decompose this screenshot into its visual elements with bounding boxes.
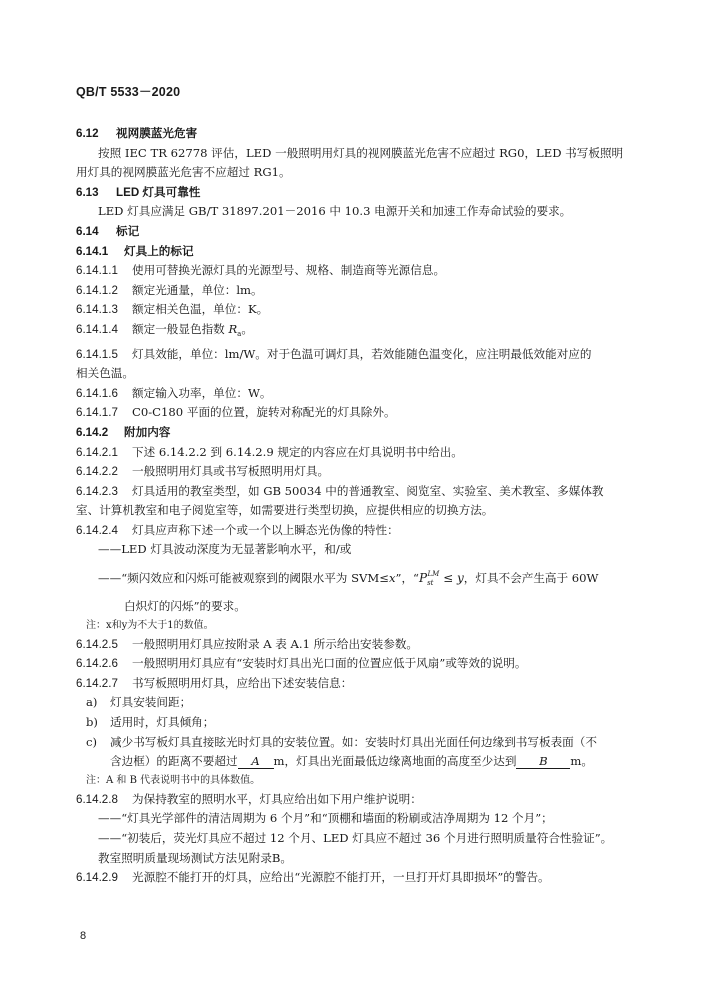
clause-6-14-1-1: 6.14.1.1 使用可替换光源灯具的光源型号、规格、制造商等光源信息。 xyxy=(76,263,446,278)
list-item-a: a) 灯具安装间距； xyxy=(86,695,192,710)
note-x-y: 注：x和y为不大于1的数值。 xyxy=(86,619,214,631)
clause-6-12-text: 按照 IEC TR 62778 评估，LED 一般照明用灯具的视网膜蓝光危害不应超过 RG0，LED 书写板照明 xyxy=(98,145,624,160)
clause-6-12-text-cont: 用灯具的视网膜蓝光危害不应超过 RG1。 xyxy=(76,165,291,180)
clause-6-14-heading: 6.14 标记 xyxy=(76,224,140,238)
clause-6-14-1-3: 6.14.1.3 额定相关色温，单位：K。 xyxy=(76,302,269,317)
clause-6-14-1-7: 6.14.1.7 C0-C180 平面的位置，旋转对称配光的灯具除外。 xyxy=(76,405,396,420)
clause-6-14-1-5-cont: 相关色温。 xyxy=(76,366,134,381)
clause-6-14-2-2: 6.14.2.2 一般照明用灯具或书写板照明用灯具。 xyxy=(76,464,330,479)
note-a-b: 注：A 和 B 代表说明书中的具体数值。 xyxy=(86,774,261,786)
clause-6-14-2-7: 6.14.2.7 书写板照明用灯具，应给出下述安装信息： xyxy=(76,675,353,690)
clause-6-14-1-5: 6.14.1.5 灯具效能，单位：lm/W。对于色温可调灯具，若效能随色温变化，应注明最低效能对应的 xyxy=(76,346,592,361)
clause-6-14-2-heading: 6.14.2 附加内容 xyxy=(76,425,171,439)
dash-item-svm-cont: 白炽灯的闪烁”的要求。 xyxy=(124,599,246,614)
clause-6-14-1-heading: 6.14.1 灯具上的标记 xyxy=(76,244,194,258)
test-method-reference: 教室照明质量现场测试方法见附录B。 xyxy=(98,850,293,865)
dash-item-verification: ——“初装后，荧光灯具应不超过 12 个月、LED 灯具应不超过 36 个月进行照明质量符合性验证”。 xyxy=(98,831,613,845)
dash-item-svm: ——“频闪效应和闪烁可能被观察到的阈限水平为 SVM≤x”，“$P_{st}^{LM} \le y$，灯具不会产生高于 60W xyxy=(76,560,636,597)
clause-6-14-2-9: 6.14.2.9 光源腔不能打开的灯具，应给出“光源腔不能打开，一旦打开灯具即损坏”的警告。 xyxy=(76,870,550,885)
clause-6-14-1-2: 6.14.1.2 额定光通量，单位：lm。 xyxy=(76,282,263,297)
clause-6-13-heading: 6.13 LED 灯具可靠性 xyxy=(76,185,201,199)
document-body xyxy=(76,124,636,888)
clause-6-14-1-6: 6.14.1.6 额定输入功率，单位：W。 xyxy=(76,385,272,400)
clause-6-12-heading: 6.12 视网膜蓝光危害 xyxy=(76,127,198,140)
blank-b: B xyxy=(516,754,570,769)
clause-6-14-1-4: 6.14.1.4 额定一般显色指数 $R_a$。 xyxy=(76,321,253,338)
clause-6-14-2-4: 6.14.2.4 灯具应声称下述一个或一个以上瞬态光伪像的特性： xyxy=(76,522,399,537)
dash-item-fluctuation: ——LED 灯具波动深度为无显著影响水平，和/或 xyxy=(98,542,352,557)
blank-a: A xyxy=(238,754,274,769)
list-item-c-cont: 含边框）的距离不要超过 A m，灯具出光面最低边缘离地面的高度至少达到 B m。 xyxy=(110,754,594,769)
list-item-b: b) 适用时，灯具倾角； xyxy=(86,715,215,730)
clause-6-14-2-3: 6.14.2.3 灯具适用的教室类型，如 GB 50034 中的普通教室、阅览室、实验室、美术教室、多媒体教 xyxy=(76,483,604,498)
dash-item-cleaning: ——“灯具光学部件的清洁周期为 6 个月”和“顶棚和墙面的粉刷或洁净周期为 12 个月”； xyxy=(98,811,553,826)
page-number: 8 xyxy=(80,930,87,942)
standard-code: QB/T 5533－2020 xyxy=(76,85,181,99)
clause-6-14-2-6: 6.14.2.6 一般照明用灯具应有“安装时灯具出光口面的位置应低于风扇”或等效的说明。 xyxy=(76,656,527,671)
clause-6-13-text: LED 灯具应满足 GB/T 31897.201－2016 中 10.3 电源开关和加速工作寿命试验的要求。 xyxy=(98,204,572,219)
symbol-r: R xyxy=(228,321,238,336)
clause-6-14-2-5: 6.14.2.5 一般照明用灯具应按附录 A 表 A.1 所示给出安装参数。 xyxy=(76,636,419,651)
clause-6-14-2-1: 6.14.2.1 下述 6.14.2.2 到 6.14.2.9 规定的内容应在灯具说明书中给出。 xyxy=(76,444,463,459)
pst-formula: $P_{st}^{LM} \le y$ xyxy=(418,570,464,588)
clause-6-14-2-8: 6.14.2.8 为保持教室的照明水平，灯具应给出如下用户维护说明： xyxy=(76,791,422,806)
clause-6-14-2-3-cont: 室、计算机教室和电子阅览室等，如需要进行类型切换，应提供相应的切换方法。 xyxy=(76,503,494,518)
list-item-c: c) 减少书写板灯具直接眩光时灯具的安装位置。如：安装时灯具出光面任何边缘到书写板表面（不 xyxy=(86,734,597,749)
